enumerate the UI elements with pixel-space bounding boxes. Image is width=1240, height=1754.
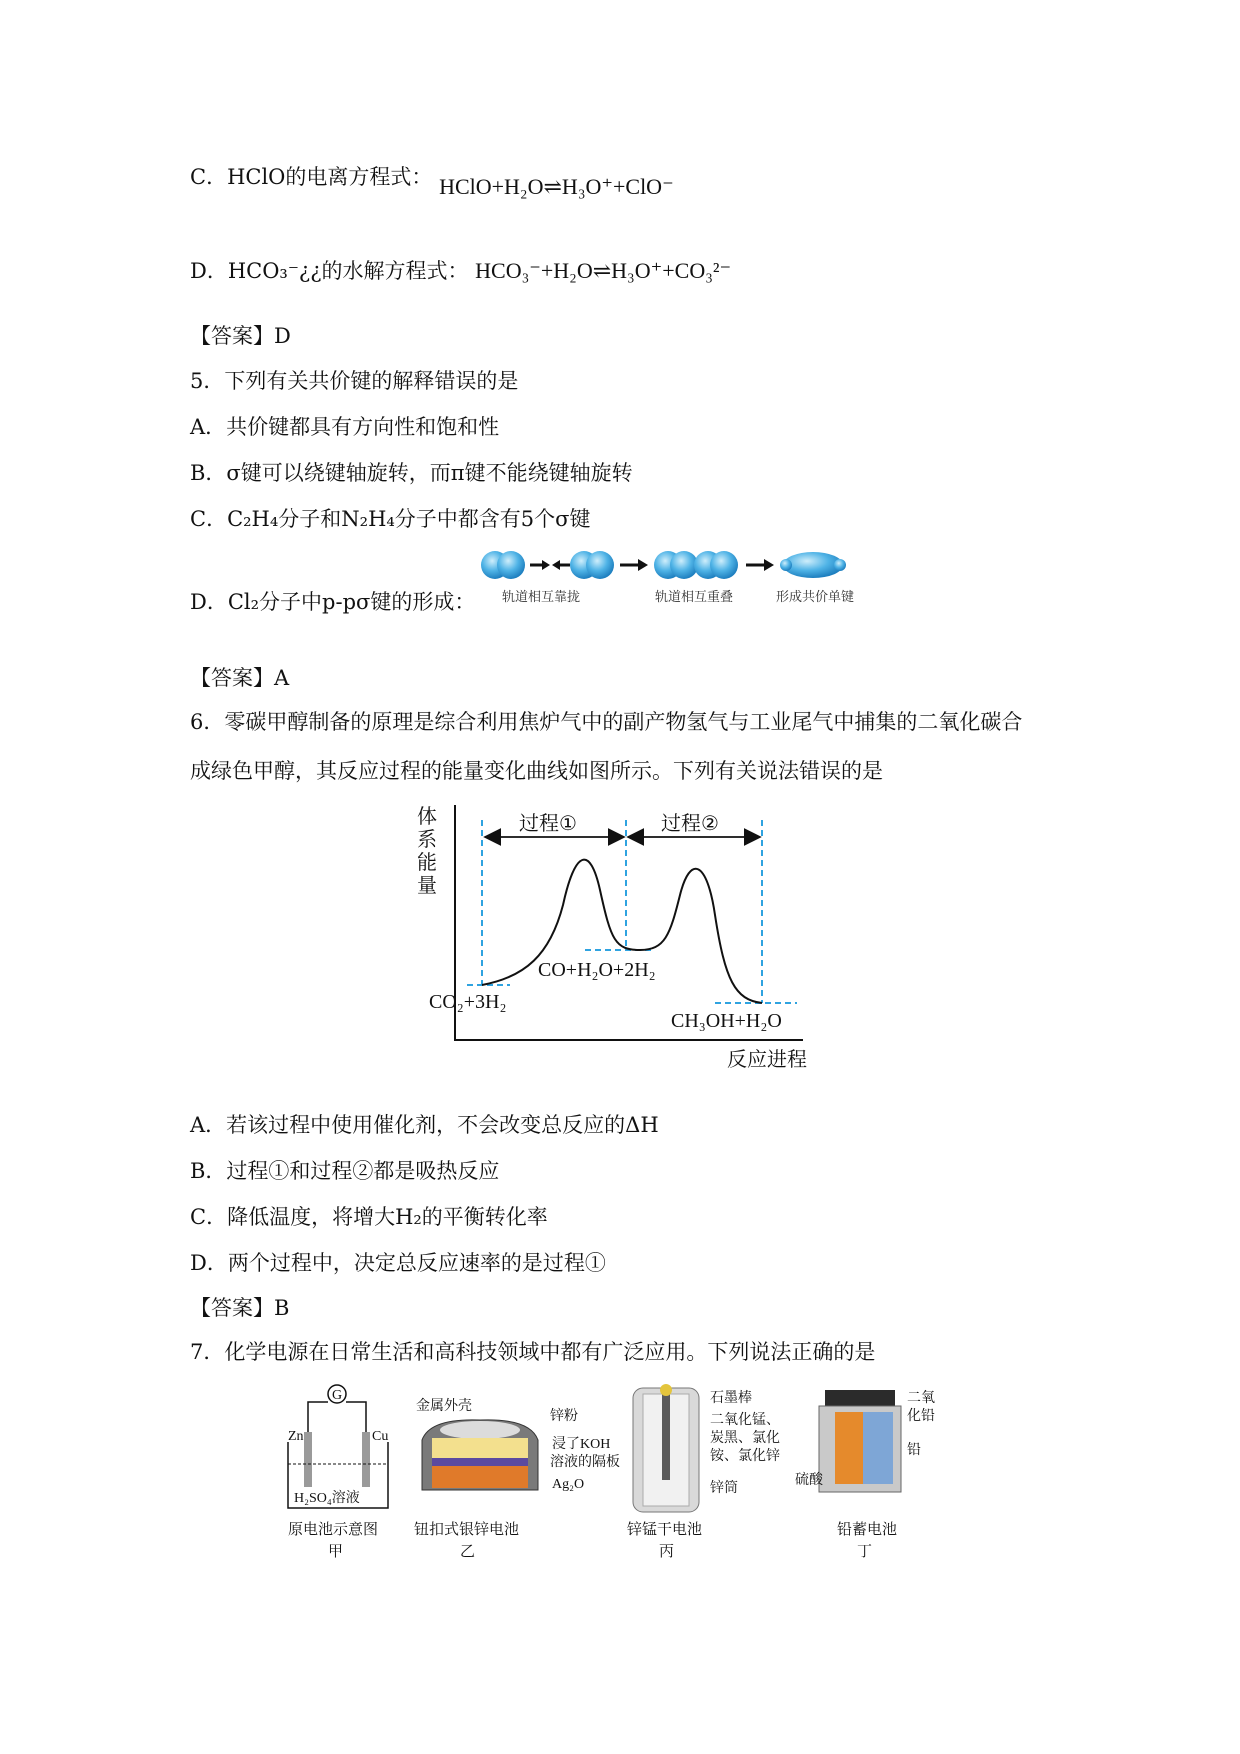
q4-option-c-equation: HClO+H₂O⇌H₃O⁺+ClO⁻ — [439, 174, 674, 199]
fig-label-approach: 轨道相互靠拢 — [502, 590, 581, 605]
energy-diagram — [415, 795, 835, 1075]
cell-ding-name: 丁 — [857, 1542, 873, 1560]
zn-label: Zn — [288, 1429, 304, 1444]
solution-label: H₂SO₄溶液 — [294, 1491, 360, 1506]
q4-option-d-label: D．HCO₃⁻¿¿的水解方程式： — [190, 259, 469, 283]
svg-text:系: 系 — [417, 827, 437, 851]
cu-label: Cu — [372, 1429, 389, 1444]
orbitals-overlap — [654, 551, 738, 579]
y-axis — [455, 805, 803, 1040]
state-co-h2o-2h2: CO+H₂O+2H₂ — [538, 959, 656, 981]
cl2-orbital-figure — [480, 545, 880, 615]
q6-option-b: B．过程①和过程②都是吸热反应 — [190, 1159, 500, 1183]
zinc-can-label: 锌筒 — [710, 1480, 738, 1496]
q6-answer: 【答案】B — [190, 1296, 290, 1320]
q6-option-d: D．两个过程中，决定总反应速率的是过程① — [190, 1251, 606, 1275]
cell-jia-caption: 原电池示意图 — [288, 1520, 379, 1538]
q4-option-d-equation: HCO₃⁻+H₂O⇌H₃O⁺+CO₃²⁻ — [475, 258, 732, 283]
energy-curve — [482, 860, 762, 1003]
galvanometer-label: G — [332, 1388, 343, 1403]
separator-label-1: 浸了KOH — [552, 1437, 611, 1452]
mixture-label-2: 炭黑、氯化 — [710, 1430, 780, 1446]
shell-label: 金属外壳 — [416, 1398, 472, 1414]
galvanic-cell-figure — [288, 1385, 388, 1560]
battery-figures — [280, 1380, 980, 1560]
mixture-label-3: 铵、氯化锌 — [710, 1448, 780, 1464]
svg-text:能: 能 — [417, 850, 437, 874]
cell-jia-name: 甲 — [328, 1542, 344, 1560]
q4-option-c — [190, 163, 674, 199]
cell-ding-caption: 铅蓄电池 — [837, 1520, 898, 1538]
q6-stem-line1: 6．零碳甲醇制备的原理是综合利用焦炉气中的副产物氢气与工业尾气中捕集的二氧化碳合 — [190, 710, 1023, 734]
separator-label-2: 溶液的隔板 — [550, 1454, 620, 1470]
state-ch3oh-h2o: CH₃OH+H₂O — [671, 1010, 782, 1032]
cell-bing-caption: 锌锰干电池 — [627, 1520, 703, 1538]
cell-yi-name: 乙 — [460, 1542, 476, 1560]
lead-label: 铅 — [907, 1442, 921, 1458]
process1-label: 过程① — [519, 811, 577, 835]
state-co2-3h2: CO₂+3H₂ — [429, 991, 507, 1013]
q4-answer: 【答案】D — [190, 324, 291, 348]
fig-label-overlap: 轨道相互重叠 — [655, 590, 734, 605]
q7-stem: 7．化学电源在日常生活和高科技领域中都有广泛应用。下列说法正确的是 — [190, 1340, 876, 1364]
q4-option-c-label: C．HClO的电离方程式： — [190, 165, 433, 189]
q5-stem: 5．下列有关共价键的解释错误的是 — [190, 369, 519, 393]
pbo2-label-1: 二氧 — [907, 1390, 935, 1406]
svg-text:量: 量 — [417, 873, 437, 897]
mixture-label-1: 二氧化锰、 — [710, 1412, 780, 1428]
q6-stem-line2: 成绿色甲醇，其反应过程的能量变化曲线如图所示。下列有关说法错误的是 — [190, 759, 883, 783]
q5-option-c: C．C₂H₄分子和N₂H₄分子中都含有5个σ键 — [190, 507, 591, 531]
pbo2-label-2: 化铅 — [907, 1408, 935, 1424]
q6-option-a: A．若该过程中使用催化剂，不会改变总反应的ΔH — [190, 1113, 659, 1137]
single-bond-orbital — [780, 552, 846, 578]
dry-cell-figure — [627, 1384, 780, 1560]
svg-text:体: 体 — [417, 804, 437, 828]
y-axis-label — [417, 804, 437, 897]
cell-yi-caption: 钮扣式银锌电池 — [414, 1520, 520, 1538]
q5-option-d: D．Cl₂分子中p-pσ键的形成： — [190, 590, 476, 614]
fig-label-bond: 形成共价单键 — [776, 590, 855, 605]
x-axis-label: 反应进程 — [727, 1047, 807, 1071]
graphite-rod-label: 石墨棒 — [710, 1390, 752, 1406]
q5-option-b: B．σ键可以绕键轴旋转，而π键不能绕键轴旋转 — [190, 461, 633, 485]
button-cell-figure — [414, 1397, 620, 1560]
zinc-powder-label: 锌粉 — [550, 1408, 578, 1424]
q5-answer: 【答案】A — [190, 666, 290, 690]
q5-option-a: A．共价键都具有方向性和饱和性 — [190, 415, 500, 439]
lead-acid-figure — [795, 1390, 935, 1560]
sulfuric-acid-label: 硫酸 — [795, 1472, 823, 1488]
q4-option-d — [190, 257, 731, 285]
q6-option-c: C．降低温度，将增大H₂的平衡转化率 — [190, 1205, 548, 1229]
ag2o-label: Ag₂O — [552, 1477, 585, 1492]
orbitals-approach — [481, 551, 614, 579]
process2-label: 过程② — [661, 811, 719, 835]
cell-bing-name: 丙 — [659, 1542, 675, 1560]
